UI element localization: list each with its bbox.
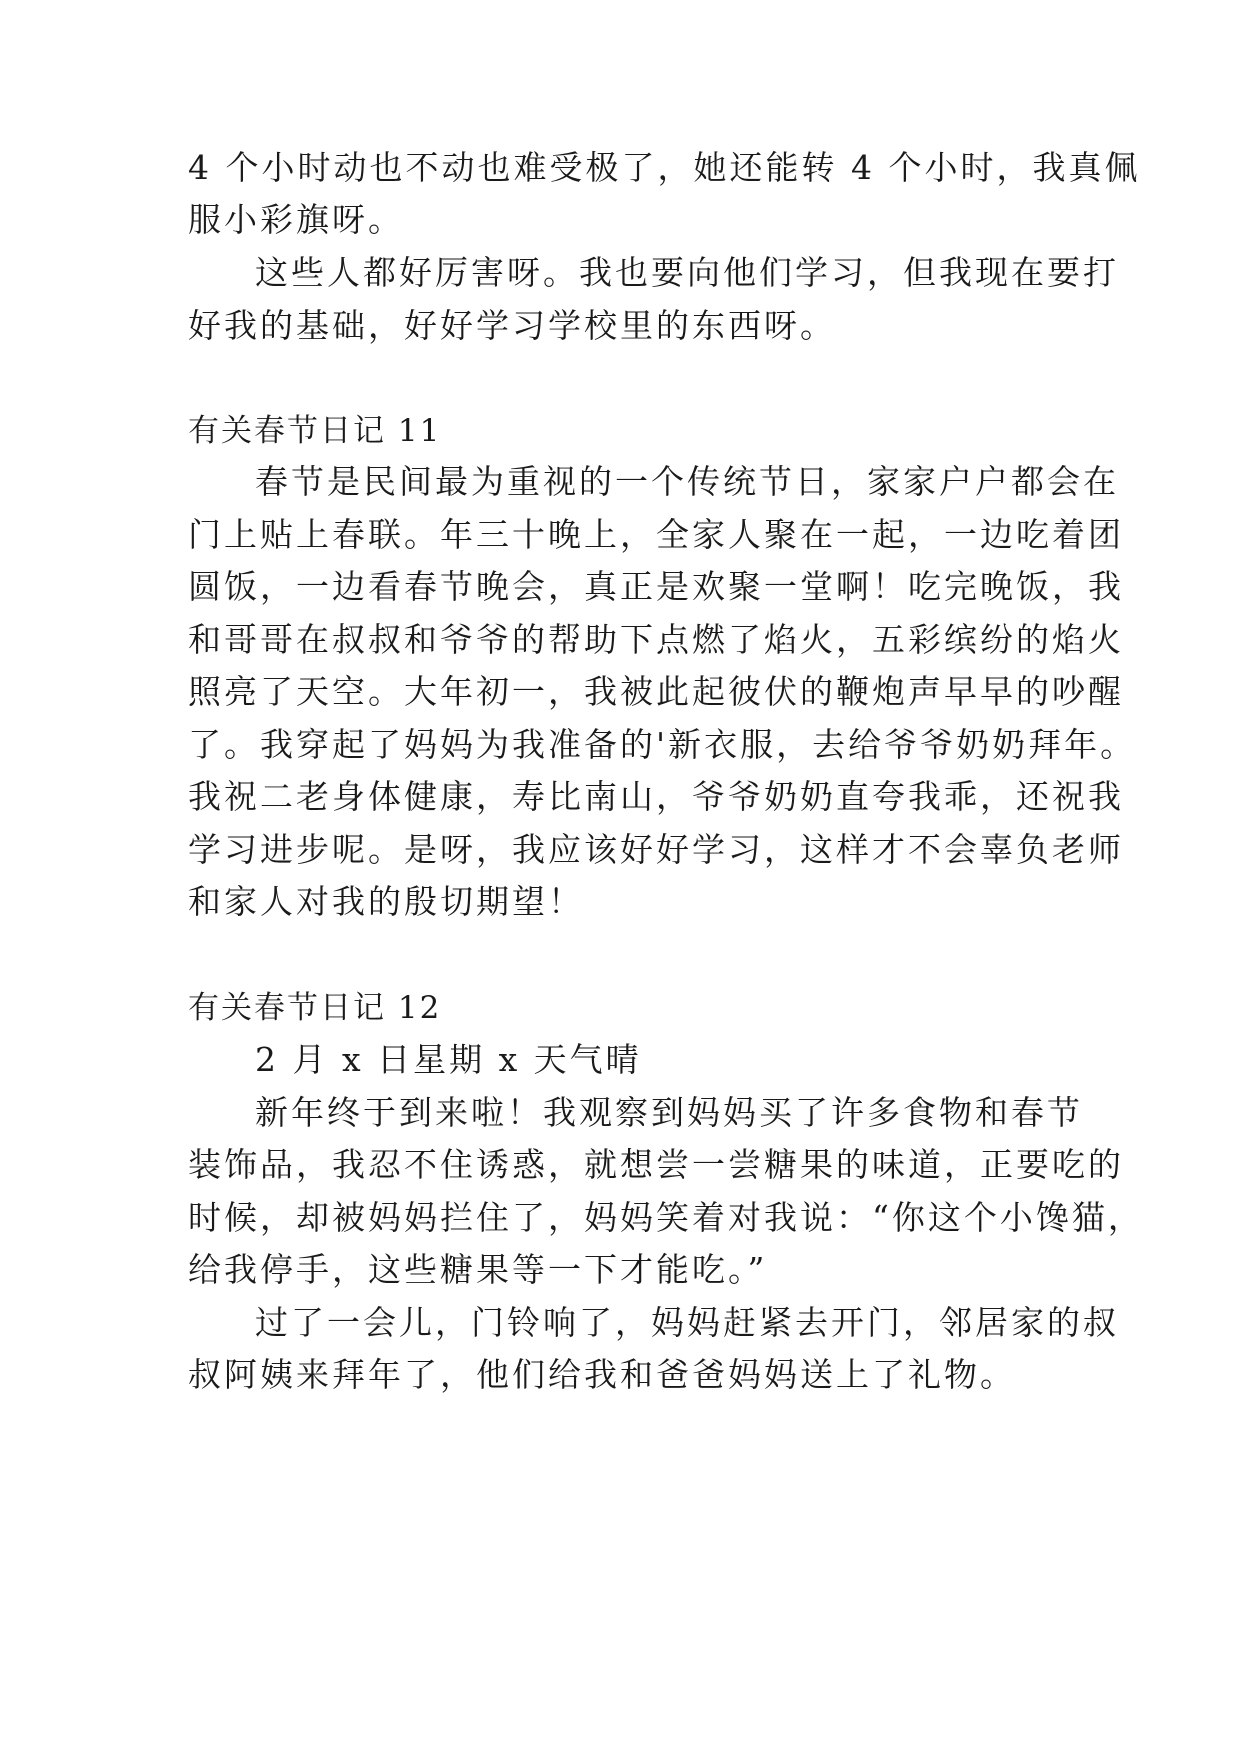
paragraph-line: 过了一会儿，门铃响了，妈妈赶紧去开门，邻居家的叔 [255, 1303, 1119, 1342]
paragraph-line: 时候，却被妈妈拦住了，妈妈笑着对我说：“你这个小馋猫， [188, 1198, 1144, 1237]
date-line: 2 月 x 日星期 x 天气晴 [255, 1040, 642, 1079]
paragraph-line: 门上贴上春联。年三十晚上，全家人聚在一起，一边吃着团 [188, 515, 1124, 554]
paragraph-line: 好我的基础，好好学习学校里的东西呀。 [188, 306, 836, 345]
paragraph-line: 圆饭，一边看春节晚会，真正是欢聚一堂啊！吃完晚饭，我 [188, 567, 1124, 606]
section-heading: 有关春节日记 12 [188, 990, 442, 1026]
paragraph-line: 了。我穿起了妈妈为我准备的'新衣服，去给爷爷奶奶拜年。 [188, 725, 1137, 764]
section-heading: 有关春节日记 11 [188, 413, 442, 449]
paragraph-line: 给我停手，这些糖果等一下才能吃。” [188, 1250, 768, 1289]
paragraph-line: 4 个小时动也不动也难受极了，她还能转 4 个小时，我真佩 [188, 148, 1141, 187]
paragraph-line: 叔阿姨来拜年了，他们给我和爸爸妈妈送上了礼物。 [188, 1355, 1016, 1394]
paragraph-line: 学习进步呢。是呀，我应该好好学习，这样才不会辜负老师 [188, 830, 1124, 869]
paragraph-line: 服小彩旗呀。 [188, 200, 404, 239]
paragraph-line: 新年终于到来啦！我观察到妈妈买了许多食物和春节 [255, 1093, 1083, 1132]
paragraph-line: 这些人都好厉害呀。我也要向他们学习，但我现在要打 [255, 253, 1119, 292]
paragraph-line: 和家人对我的殷切期望！ [188, 882, 584, 921]
paragraph-line: 我祝二老身体健康，寿比南山，爷爷奶奶直夸我乖，还祝我 [188, 777, 1124, 816]
paragraph-line: 和哥哥在叔叔和爷爷的帮助下点燃了焰火，五彩缤纷的焰火 [188, 620, 1124, 659]
paragraph-line: 春节是民间最为重视的一个传统节日，家家户户都会在 [255, 462, 1119, 501]
paragraph-line: 照亮了天空。大年初一，我被此起彼伏的鞭炮声早早的吵醒 [188, 672, 1124, 711]
paragraph-line: 装饰品，我忍不住诱惑，就想尝一尝糖果的味道，正要吃的 [188, 1145, 1124, 1184]
